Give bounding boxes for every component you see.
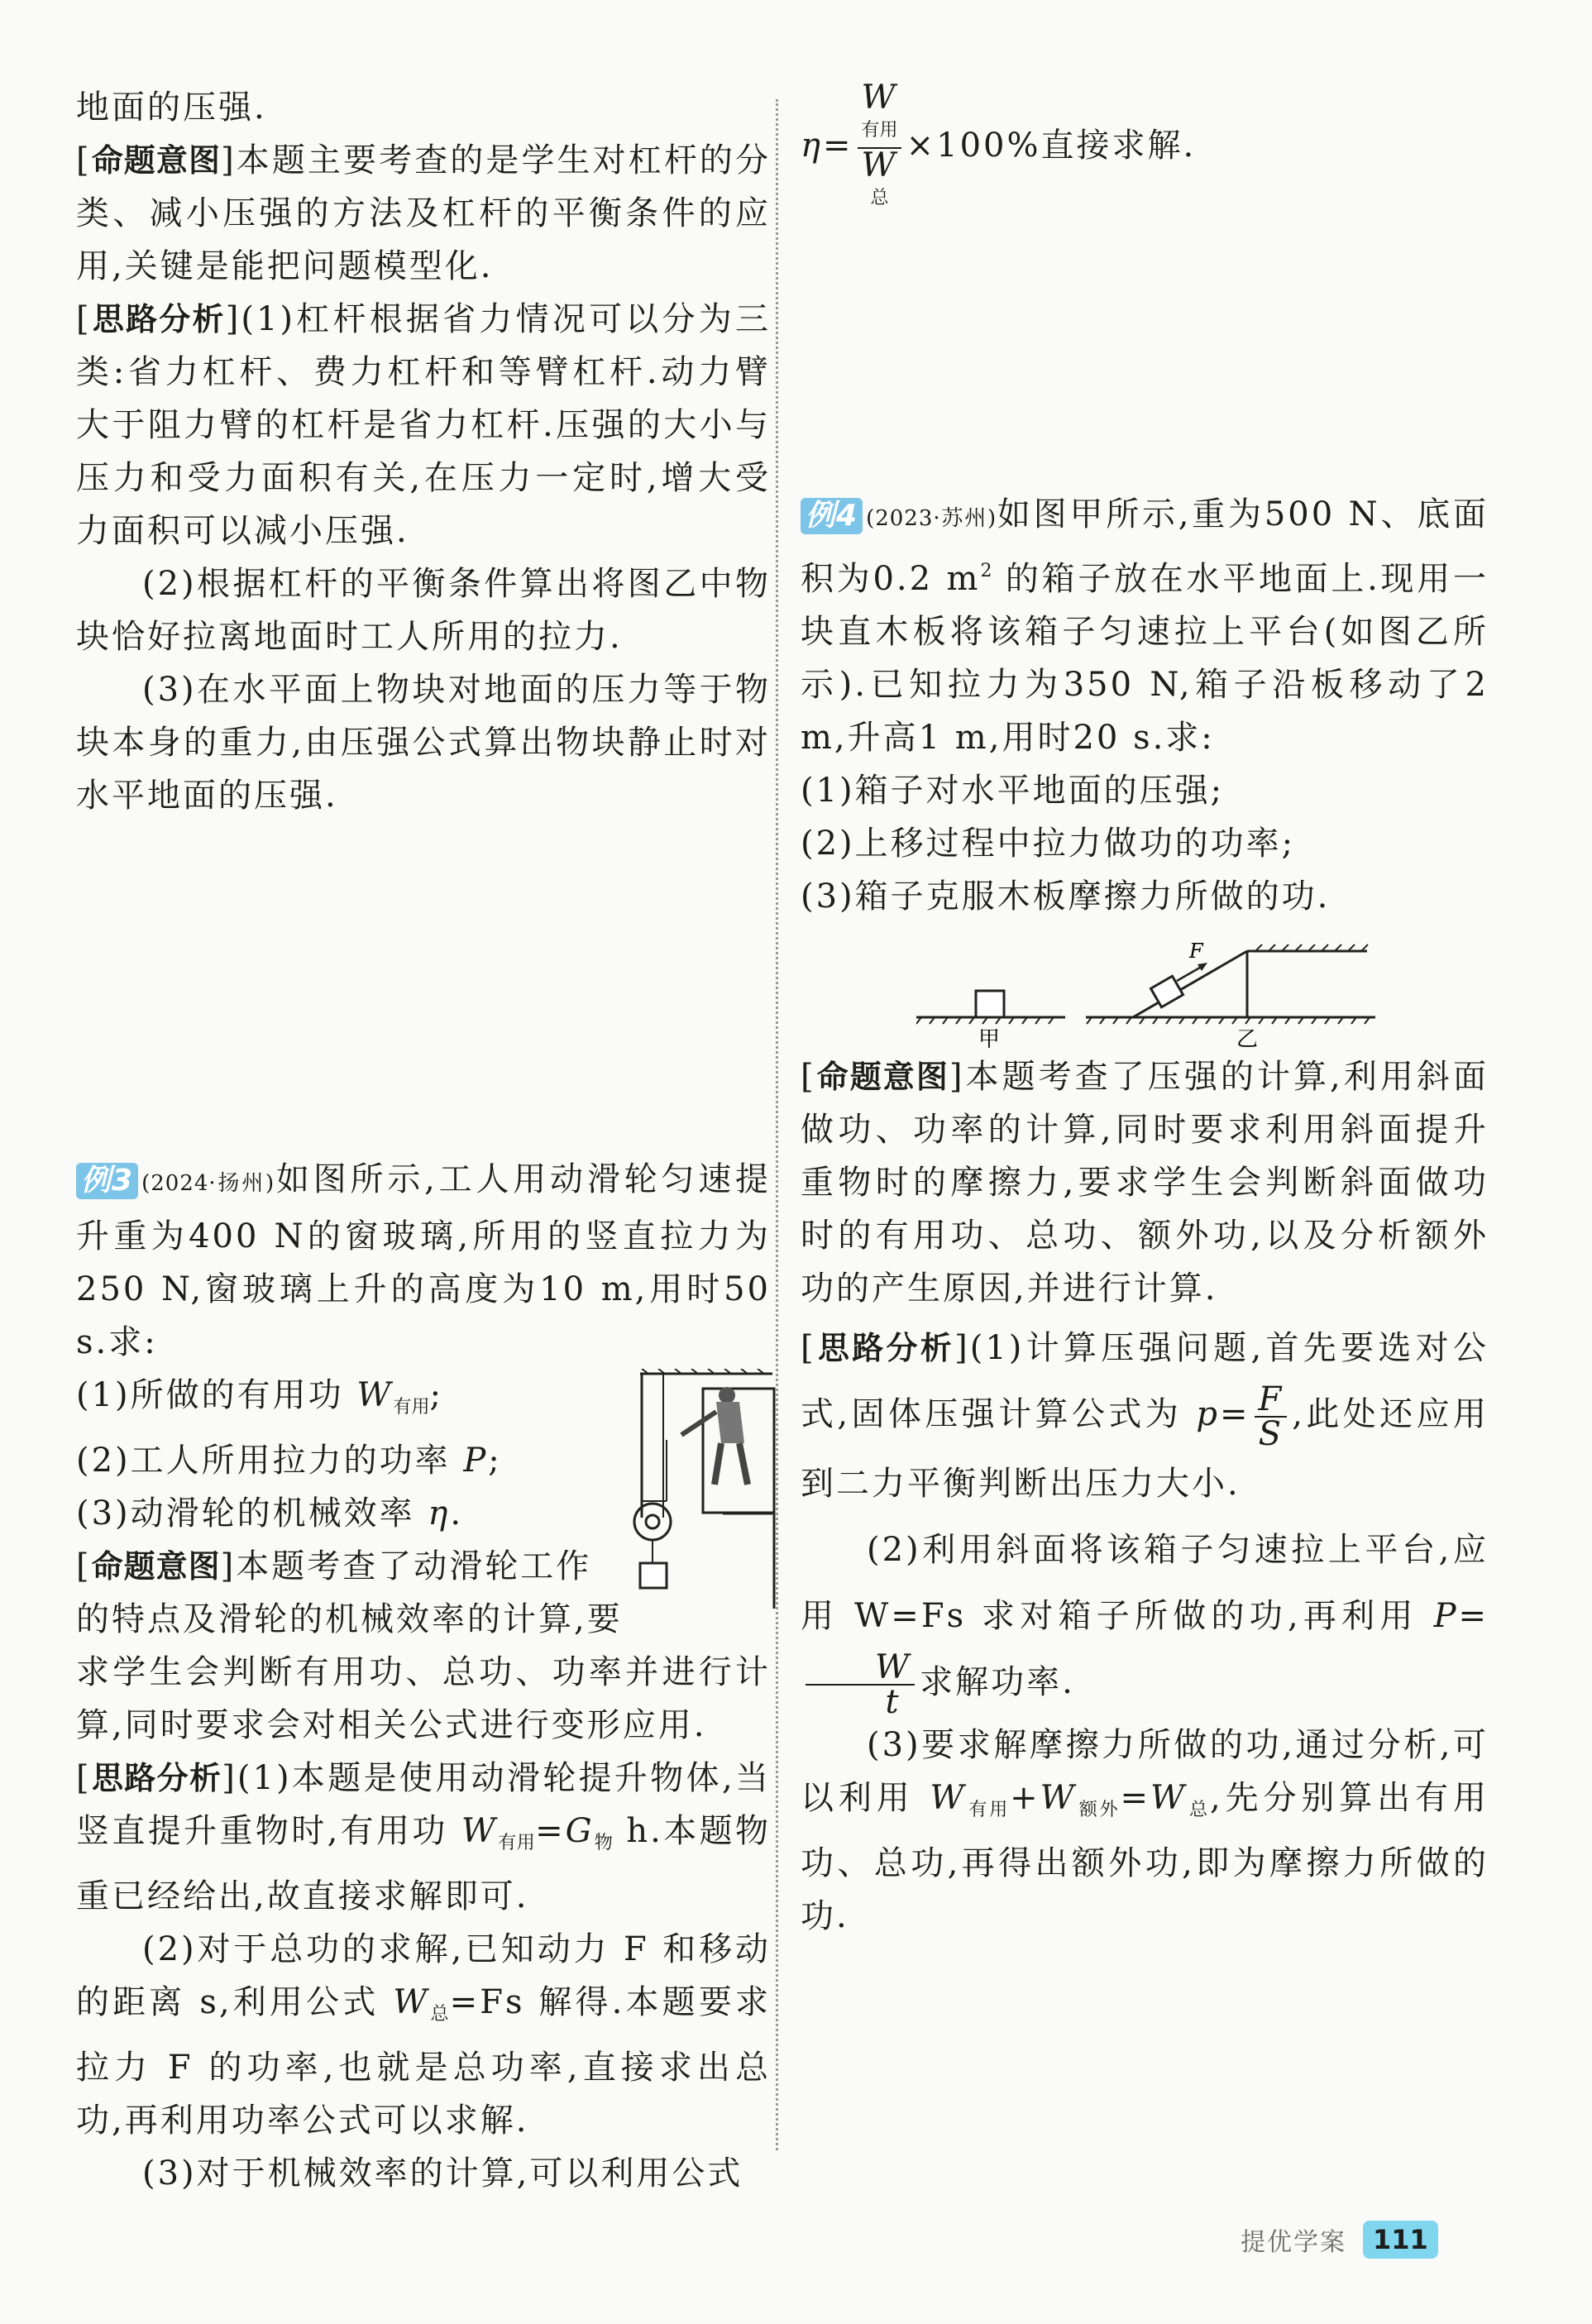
- example-4-stem: 例4 (2023·苏州)如图甲所示,重为500 N、底面积为0.2 $m^2$ 的箱子放在水平地面上.现用一块直木板将该箱子匀速拉上平台(如图乙所示).已知拉力为350 N,箱子沿板移动了2 m,升高1 m,用时20 s.求:: [801, 495, 1489, 757]
- column-divider: [776, 99, 778, 2150]
- intent-paragraph: [命题意图]本题主要考查的是学生对杠杆的分类、减小压强的方法及杠杆的平衡条件的应用,关键是能把问题模型化.: [76, 141, 771, 285]
- example-3-intent-line-1: [命题意图]本题考查了动滑轮工作: [76, 1547, 592, 1585]
- page-footer: [1241, 2221, 1438, 2259]
- analysis-text-1: (1)杠杆根据省力情况可以分为三类:省力杠杆、费力杠杆和等臂杠杆.动力臂大于阻力臂的杠杆是省力杠杆.压强的大小与压力和受力面积有关,在压力一定时,增大受力面积可以减小压强.: [76, 300, 771, 550]
- example-3-intent-line-2: 的特点及滑轮的机械效率的计算,要: [76, 1600, 623, 1638]
- example-4-question-2: (2)上移过程中拉力做功的功率;: [801, 825, 1296, 863]
- example-3-question-1: (1)所做的有用功 $W_{有用}$;: [76, 1376, 443, 1418]
- example-3-stem-text: 如图所示,工人用动滑轮匀速提升重为400 N的窗玻璃,所用的竖直拉力为250 N,窗玻璃上升的高度为10 m,用时50 s.求:: [76, 1160, 771, 1361]
- example-3-source: (2024·扬州): [141, 1171, 275, 1196]
- figure-force-label: F: [1189, 943, 1203, 963]
- example-3-analysis-2: (2)对于总功的求解,已知动力 F 和移动的距离 s,利用公式 $W_总=Fs$ 解得.本题要求拉力 F 的功率,也就是总功率,直接求出总功,再利用功率公式可以求解.: [76, 1930, 771, 2140]
- example-3: [76, 1153, 771, 2200]
- example-4-analysis-1: [思路分析](1)计算压强问题,首先要选对公式,固体压强计算公式为 p= $\frac{F}{S}$ ,此处还应用到二力平衡判断出压力大小.: [801, 1329, 1489, 1503]
- analysis-paragraph-2: (2)根据杠杆的平衡条件算出将图乙中物块恰好拉离地面时工人所用的拉力.: [76, 565, 771, 656]
- pulley-worker-figure: [624, 1369, 781, 1617]
- example-3-label: 例3: [76, 1163, 138, 1199]
- figure-jia: [916, 991, 1065, 1050]
- example-3-stem: [76, 1153, 771, 1369]
- example-4-analysis-3: (3)要求解摩擦力所做的功,通过分析,可以利用 $W_{有用}+W_{额外}=W_总$,先分别算出有用功、总功,再得出额外功,即为摩擦力所做的功.: [801, 1726, 1489, 1935]
- right-column: [801, 81, 1489, 1943]
- analysis-paragraph-1: [思路分析](1)杠杆根据省力情况可以分为三类:省力杠杆、费力杠杆和等臂杠杆.动力臂大于阻力臂的杠杆是省力杠杆.压强的大小与压力和受力面积有关,在压力一定时,增大受力面积可以减小压强.: [76, 300, 771, 550]
- incline-figure: [916, 943, 1379, 1050]
- analysis-paragraph-3: (3)在水平面上物块对地面的压力等于物块本身的重力,由压强公式算出物块静止时对水平地面的压强.: [76, 671, 771, 815]
- example-4-question-3: (3)箱子克服木板摩擦力所做的功.: [801, 877, 1331, 916]
- example-4-analysis-2: (2)利用斜面将该箱子匀速拉上平台,应用 W=Fs 求对箱子所做的功,再利用 P= $\frac{W}{t}$ 求解功率.: [801, 1531, 1489, 1721]
- example-3-analysis-3: (3)对于机械效率的计算,可以利用公式: [142, 2154, 743, 2192]
- continued-line: 地面的压强.: [76, 88, 267, 127]
- power-fraction: $\frac{W}{t}$: [806, 1651, 915, 1719]
- analysis-tag: 思路分析: [91, 301, 226, 337]
- example-3-analysis-1: [思路分析](1)本题是使用动滑轮提升物体,当竖直提升重物时,有用功 $W_{有用}=G_物$ h.本题物重已经给出,故直接求解即可.: [76, 1759, 771, 1915]
- pressure-fraction: $\frac{F}{S}$: [1255, 1383, 1287, 1451]
- figure-label-yi: 乙: [1236, 1027, 1259, 1050]
- left-column: [76, 81, 771, 2200]
- figure-yi: [1086, 943, 1375, 1050]
- example-4-intent: [命题意图]本题考查了压强的计算,利用斜面做功、功率的计算,同时要求利用斜面提升重物时的摩擦力,要求学生会判断斜面做功时的有用功、总功、额外功,以及分析额外功的产生原因,并进行计算.: [801, 1058, 1489, 1308]
- example-4-source: (2023·苏州): [866, 506, 997, 531]
- example-4: [801, 488, 1489, 1943]
- intent-tag: 命题意图: [91, 142, 222, 179]
- example-3-questions-block: [76, 1369, 771, 1646]
- figure-label-jia: 甲: [978, 1027, 1001, 1050]
- page-number: 111: [1363, 2221, 1438, 2259]
- example-3-question-2: (2)工人所用拉力的功率 P;: [76, 1442, 502, 1480]
- example-4-label: 例4: [801, 498, 863, 534]
- intent-text: 本题主要考查的是学生对杠杆的分类、减小压强的方法及杠杆的平衡条件的应用,关键是能把问题模型化.: [76, 141, 771, 285]
- example-3-intent-line-3: 求学生会判断有用功、总功、功率并进行计算,同时要求会对相关公式进行变形应用.: [76, 1653, 771, 1744]
- footer-brand: 提优学案: [1241, 2228, 1346, 2257]
- efficiency-fraction: W 有用 W 总: [858, 81, 901, 215]
- efficiency-formula-line: η= W 有用 W 总 ×100%直接求解.: [801, 81, 1489, 215]
- blank-space: [76, 822, 771, 1153]
- blank-space: [801, 215, 1489, 488]
- example-4-question-1: (1)箱子对水平地面的压强;: [801, 772, 1225, 810]
- example-3-question-3: (3)动滑轮的机械效率 η.: [76, 1494, 464, 1533]
